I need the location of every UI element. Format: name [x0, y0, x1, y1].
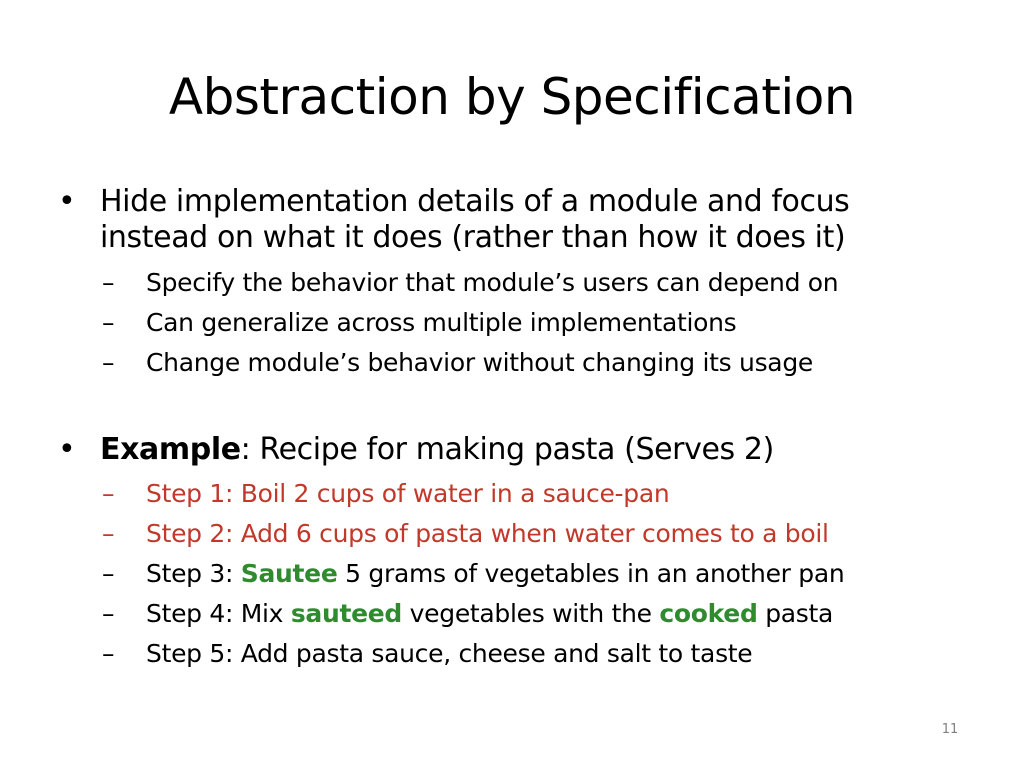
sub-item-text: Change module’s behavior without changing its usage	[146, 348, 813, 377]
step-prefix: Step 3:	[146, 559, 241, 588]
step-emphasis: sauteed	[290, 599, 403, 628]
dash-icon: –	[102, 479, 115, 508]
step-prefix: Step 4: Mix	[146, 599, 291, 628]
step-text: Step 2: Add 6 cups of pasta when water comes to a boil	[146, 519, 829, 548]
dash-icon: –	[102, 599, 115, 628]
step-text	[146, 599, 833, 628]
bullet-example	[58, 432, 958, 468]
bullet-icon: •	[58, 432, 76, 467]
bullet-hide-implementation	[58, 184, 958, 256]
sub-item-text: Specify the behavior that module’s users can depend on	[146, 268, 839, 297]
bullet-text	[100, 432, 958, 468]
step-emphasis: Sautee	[240, 559, 338, 588]
step-suffix: pasta	[757, 599, 834, 628]
dash-icon: –	[102, 308, 115, 337]
recipe-steps	[102, 474, 982, 674]
example-label: Example	[100, 432, 241, 467]
dash-icon: –	[102, 639, 115, 668]
recipe-step-1	[102, 474, 982, 514]
bullet-icon: •	[58, 184, 76, 219]
recipe-step-4	[102, 594, 982, 634]
example-text: Recipe for making pasta (Serves 2)	[250, 432, 774, 467]
step-text: Step 1: Boil 2 cups of water in a sauce-pan	[146, 479, 670, 508]
step-suffix: 5 grams of vegetables in an another pan	[337, 559, 845, 588]
step-text	[146, 559, 844, 588]
bullet1-sublist	[102, 263, 982, 383]
recipe-step-3	[102, 554, 982, 594]
dash-icon: –	[102, 559, 115, 588]
step-text: Step 5: Add pasta sauce, cheese and salt to taste	[146, 639, 753, 668]
bullet-text: Hide implementation details of a module and focus instead on what it does (rather than how it does it)	[100, 184, 850, 255]
dash-icon: –	[102, 519, 115, 548]
step-middle: vegetables with the	[402, 599, 660, 628]
step-emphasis-2: cooked	[659, 599, 758, 628]
example-colon: :	[240, 432, 251, 467]
slide-title: Abstraction by Specification	[168, 68, 856, 126]
recipe-step-5	[102, 634, 982, 674]
sub-item	[102, 343, 982, 383]
sub-item-text: Can generalize across multiple implementations	[146, 308, 737, 337]
dash-icon: –	[102, 268, 115, 297]
dash-icon: –	[102, 348, 115, 377]
sub-item	[102, 263, 982, 303]
sub-item	[102, 303, 982, 343]
page-number: 11	[941, 722, 959, 737]
recipe-step-2	[102, 514, 982, 554]
